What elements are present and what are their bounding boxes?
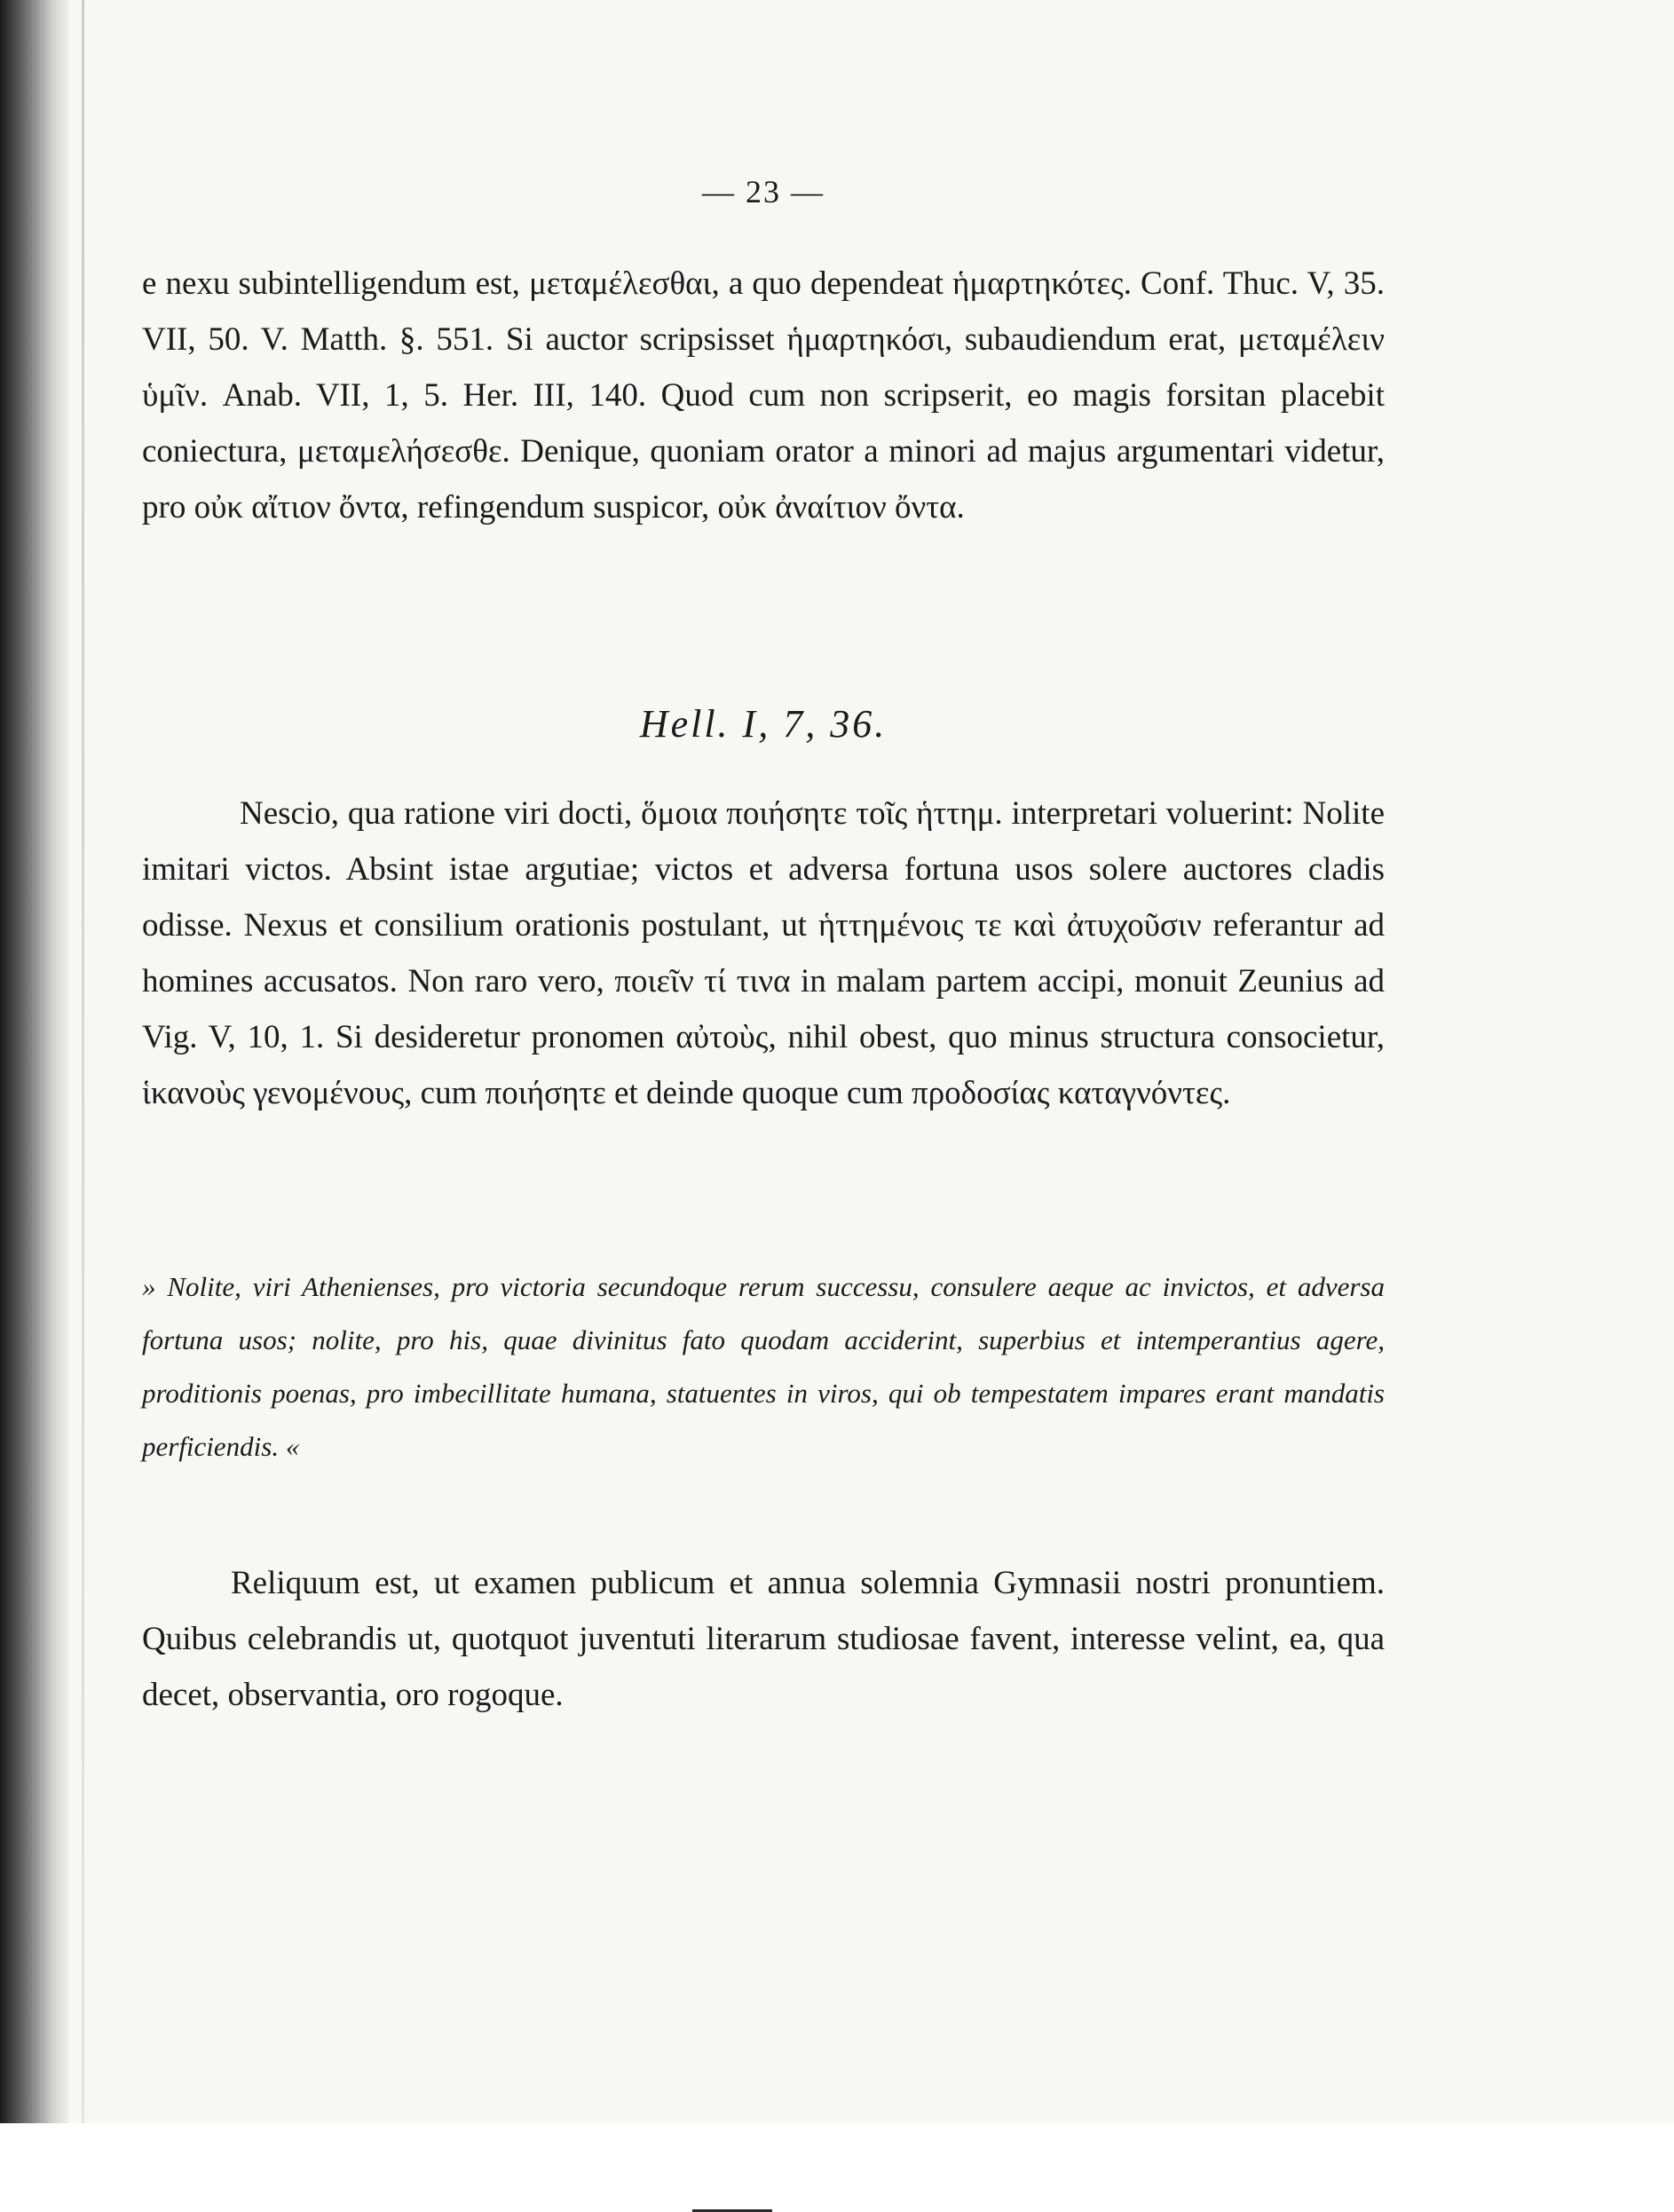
page-number: — 23 —: [702, 174, 825, 209]
paragraph-2: Nescio, qua ratione viri docti, ὅμοια ποιήσητε τοῖς ἡττημ. interpretari voluerint: Nolite imitari victos. Absint istae argutiae; victos et adversa fortuna usos solere auctores cladis odisse. Nexus et consilium orationis postulant, ut ἡττημένοις τε καὶ ἀτυχοῦσιν referantur ad homines accusatos. Non raro vero, ποιεῖν τί τινα in malam partem accipi, monuit Zeunius ad Vig. V, 10, 1. Si desideretur pronomen αὐτοὺς, nihil obest, quo minus structura consocietur, ἱκανοὺς γενομένους, cum ποιήσητε et deinde quoque cum προδοσίας καταγνόντες.: [142, 795, 1385, 1111]
book-binding-shadow: [0, 0, 69, 2123]
section-heading: Hell. I, 7, 36.: [639, 702, 888, 746]
latin-translation-quote: » Nolite, viri Athenienses, pro victoria secundoque rerum successu, consulere aeque ac invictos, et adversa fortuna usos; nolite, pro his, quae divinitus fato quodam acciderint, superbius et intemperantius agere, proditionis poenas, pro imbecillitate humana, statuentes in viros, qui ob tempestatem impares erant mandatis perficiendis. «: [142, 1271, 1385, 1462]
paragraph-3: Reliquum est, ut examen publicum et annua solemnia Gymnasii nostri pronuntiem. Quibus celebrandis ut, quotquot juventuti literarum studiosae favent, interesse velint, ea, qua decet, observantia, oro rogoque.: [142, 1565, 1385, 1713]
paragraph-1: e nexu subintelligendum est, μεταμέλεσθαι, a quo dependeat ἡμαρτηκότες. Conf. Thuc. V, 35. VII, 50. V. Matth. §. 551. Si auctor scripsisset ἡμαρτηκόσι, subaudiendum erat, μεταμέλειν ὑμῖν. Anab. VII, 1, 5. Her. III, 140. Quod cum non scripserit, eo magis forsitan placebit coniectura, μεταμελήσεσθε. Denique, quoniam orator a minori ad majus argumentari videtur, pro οὐκ αἴτιον ὄντα, refingendum suspicor, οὐκ ἀναίτιον ὄντα.: [142, 265, 1385, 525]
page-edge: [82, 0, 84, 2123]
